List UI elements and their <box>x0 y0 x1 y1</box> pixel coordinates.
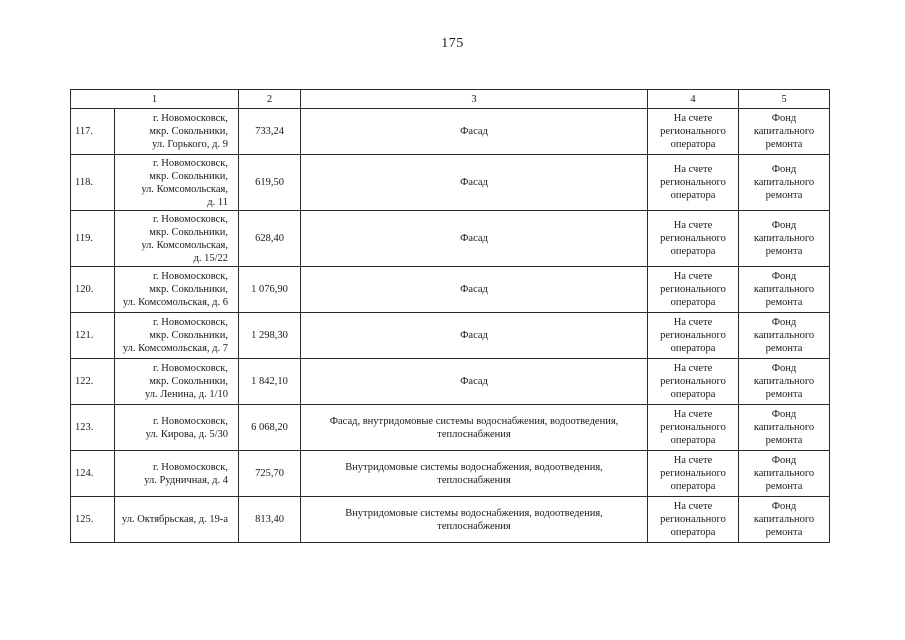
account-line: На счете <box>673 501 713 512</box>
cost-cell: 1 842,10 <box>239 359 301 405</box>
table-body <box>71 90 830 543</box>
header-cell-1: 1 <box>71 90 239 109</box>
account-line: оператора <box>670 481 716 492</box>
owner-line: капитального <box>753 177 815 188</box>
cost-cell: 619,50 <box>239 155 301 211</box>
address-cell <box>115 211 239 267</box>
owner-cell <box>739 405 830 451</box>
owner-line: Фонд <box>771 409 797 420</box>
account-line: регионального <box>660 330 726 341</box>
owner-line: Фонд <box>771 113 797 124</box>
owner-line: капитального <box>753 330 815 341</box>
owner-line: Фонд <box>771 317 797 328</box>
address-cell <box>115 405 239 451</box>
table-row <box>71 451 830 497</box>
address-line: мкр. Сокольники, <box>149 170 228 182</box>
address-line: г. Новомосковск, <box>152 157 228 169</box>
owner-line: капитального <box>753 376 815 387</box>
address-line: мкр. Сокольники, <box>149 126 228 137</box>
address-line: д. 11 <box>207 196 228 208</box>
address-cell <box>115 109 239 155</box>
works-line: теплоснабжения <box>437 520 511 532</box>
address-line: мкр. Сокольники, <box>149 376 228 387</box>
owner-cell <box>739 451 830 497</box>
works-cell <box>301 313 648 359</box>
account-line: оператора <box>670 139 716 150</box>
address-line: ул. Горького, д. 9 <box>152 139 228 150</box>
works-cell <box>301 267 648 313</box>
address-line: ул. Ленина, д. 1/10 <box>144 389 228 400</box>
owner-line: Фонд <box>771 220 797 231</box>
account-line: На счете <box>673 455 713 466</box>
address-cell <box>115 359 239 405</box>
account-line: На счете <box>673 113 713 124</box>
header-cell-4: 4 <box>648 90 739 109</box>
owner-line: ремонта <box>765 297 803 308</box>
works-cell <box>301 497 648 543</box>
page-number: 175 <box>441 36 464 51</box>
account-line: регионального <box>660 177 726 188</box>
works-line: Внутридомовые системы водоснабжения, водоотведения, <box>345 461 603 473</box>
address-cell <box>115 267 239 313</box>
cost-cell: 813,40 <box>239 497 301 543</box>
table-row <box>71 405 830 451</box>
account-cell <box>648 313 739 359</box>
works-cell <box>301 155 648 211</box>
works-cell <box>301 405 648 451</box>
owner-line: ремонта <box>765 246 803 257</box>
table-row <box>71 109 830 155</box>
table-row <box>71 211 830 267</box>
account-line: оператора <box>670 297 716 308</box>
works-line: теплоснабжения <box>437 428 511 440</box>
account-cell <box>648 109 739 155</box>
address-line: мкр. Сокольники, <box>149 226 228 238</box>
cost-cell: 6 068,20 <box>239 405 301 451</box>
address-cell <box>115 497 239 543</box>
table-row <box>71 155 830 211</box>
owner-line: капитального <box>753 126 815 137</box>
account-line: оператора <box>670 527 716 538</box>
owner-line: ремонта <box>765 435 803 446</box>
works-line: Фасад <box>460 126 488 137</box>
row-number-cell: 123. <box>71 405 115 451</box>
owner-cell <box>739 359 830 405</box>
owner-line: Фонд <box>771 455 797 466</box>
account-line: регионального <box>660 376 726 387</box>
account-line: регионального <box>660 514 726 525</box>
account-cell <box>648 497 739 543</box>
address-line: мкр. Сокольники, <box>149 330 228 341</box>
works-line: Фасад <box>460 284 488 295</box>
account-cell <box>648 359 739 405</box>
owner-line: ремонта <box>765 389 803 400</box>
owner-cell <box>739 497 830 543</box>
row-number-cell: 122. <box>71 359 115 405</box>
table-row <box>71 267 830 313</box>
table-row <box>71 497 830 543</box>
works-line: Фасад <box>460 233 488 244</box>
address-cell <box>115 451 239 497</box>
account-line: оператора <box>670 435 716 446</box>
cost-cell: 1 076,90 <box>239 267 301 313</box>
address-line: ул. Рудничная, д. 4 <box>144 474 228 486</box>
owner-cell <box>739 267 830 313</box>
account-cell <box>648 451 739 497</box>
owner-line: ремонта <box>765 139 803 150</box>
account-line: На счете <box>673 363 713 374</box>
account-line: На счете <box>673 317 713 328</box>
works-cell <box>301 211 648 267</box>
account-cell <box>648 155 739 211</box>
owner-line: Фонд <box>771 271 797 282</box>
owner-line: Фонд <box>771 164 797 175</box>
account-line: оператора <box>670 343 716 354</box>
works-cell <box>301 451 648 497</box>
owner-line: ремонта <box>765 190 803 201</box>
account-line: оператора <box>670 246 716 257</box>
cost-cell: 1 298,30 <box>239 313 301 359</box>
account-line: оператора <box>670 190 716 201</box>
address-line: ул. Комсомольская, <box>141 183 228 195</box>
address-cell <box>115 155 239 211</box>
cost-cell: 628,40 <box>239 211 301 267</box>
works-line: Фасад <box>460 177 488 188</box>
account-line: На счете <box>673 220 713 231</box>
address-line: г. Новомосковск, <box>152 213 228 225</box>
account-cell <box>648 267 739 313</box>
owner-cell <box>739 155 830 211</box>
account-line: регионального <box>660 233 726 244</box>
header-cell-3: 3 <box>301 90 648 109</box>
address-line: мкр. Сокольники, <box>149 284 228 295</box>
row-number-cell: 117. <box>71 109 115 155</box>
owner-line: Фонд <box>771 501 797 512</box>
owner-line: ремонта <box>765 343 803 354</box>
account-line: На счете <box>673 409 713 420</box>
address-line: г. Новомосковск, <box>152 461 228 473</box>
works-line: Фасад <box>460 376 488 387</box>
address-line: д. 15/22 <box>193 252 228 264</box>
cost-cell: 725,70 <box>239 451 301 497</box>
owner-cell <box>739 211 830 267</box>
cost-cell: 733,24 <box>239 109 301 155</box>
account-line: оператора <box>670 389 716 400</box>
address-line: ул. Комсомольская, д. 6 <box>122 297 228 308</box>
owner-line: капитального <box>753 233 815 244</box>
row-number-cell: 121. <box>71 313 115 359</box>
works-line: Внутридомовые системы водоснабжения, водоотведения, <box>345 507 603 519</box>
address-line: г. Новомосковск, <box>152 363 228 374</box>
address-line: г. Новомосковск, <box>152 317 228 328</box>
works-cell <box>301 359 648 405</box>
table-header-row <box>71 90 830 109</box>
owner-line: капитального <box>753 284 815 295</box>
address-line: г. Новомосковск, <box>152 271 228 282</box>
header-cell-5: 5 <box>739 90 830 109</box>
row-number-cell: 119. <box>71 211 115 267</box>
row-number-cell: 118. <box>71 155 115 211</box>
owner-line: капитального <box>753 422 815 433</box>
account-line: регионального <box>660 422 726 433</box>
owner-cell <box>739 109 830 155</box>
address-line: ул. Комсомольская, д. 7 <box>122 343 228 354</box>
table-row <box>71 359 830 405</box>
row-number-cell: 125. <box>71 497 115 543</box>
works-line: Фасад, внутридомовые системы водоснабжения, водоотведения, <box>329 415 619 427</box>
account-cell <box>648 211 739 267</box>
table-row <box>71 313 830 359</box>
works-line: Фасад <box>460 330 488 341</box>
row-number-cell: 124. <box>71 451 115 497</box>
account-line: На счете <box>673 271 713 282</box>
address-line: ул. Комсомольская, <box>141 239 228 251</box>
account-line: регионального <box>660 126 726 137</box>
address-line: г. Новомосковск, <box>152 113 228 124</box>
owner-cell <box>739 313 830 359</box>
works-cell <box>301 109 648 155</box>
owner-line: ремонта <box>765 527 803 538</box>
address-cell <box>115 313 239 359</box>
owner-line: Фонд <box>771 363 797 374</box>
address-line: г. Новомосковск, <box>152 415 228 427</box>
capital-repair-table <box>70 89 830 543</box>
owner-line: капитального <box>753 468 815 479</box>
account-cell <box>648 405 739 451</box>
account-line: На счете <box>673 164 713 175</box>
address-line: ул. Октябрьская, д. 19-а <box>121 514 228 525</box>
header-cell-2: 2 <box>239 90 301 109</box>
works-line: теплоснабжения <box>437 474 511 486</box>
account-line: регионального <box>660 468 726 479</box>
address-line: ул. Кирова, д. 5/30 <box>145 428 228 440</box>
owner-line: ремонта <box>765 481 803 492</box>
account-line: регионального <box>660 284 726 295</box>
row-number-cell: 120. <box>71 267 115 313</box>
owner-line: капитального <box>753 514 815 525</box>
